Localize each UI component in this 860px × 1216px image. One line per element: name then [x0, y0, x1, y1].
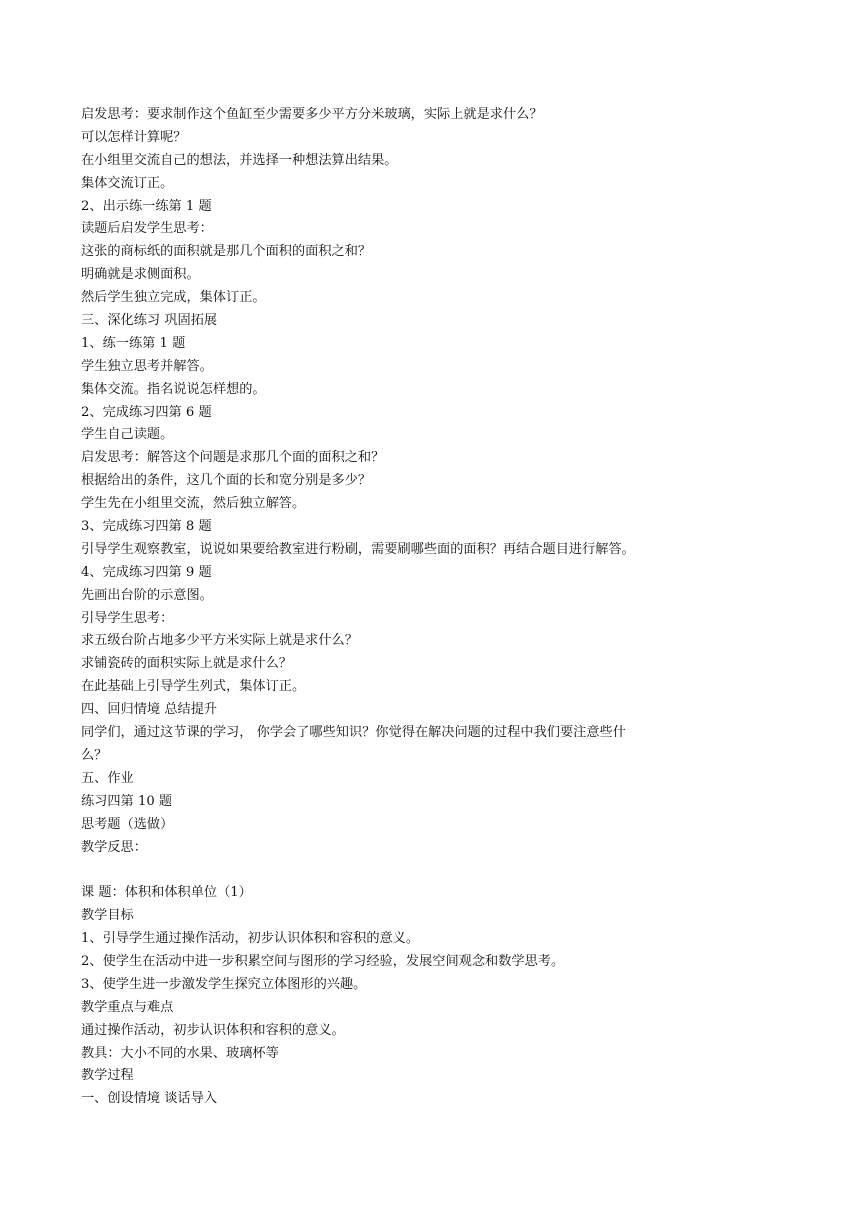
- text-line: 么？: [81, 747, 108, 763]
- text-line: 同学们，通过这节课的学习， 你学会了哪些知识？你觉得在解决问题的过程中我们要注意些什: [81, 725, 626, 741]
- text-line: 教学反思：: [81, 839, 147, 855]
- text-line: 学生独立思考并解答。: [81, 358, 213, 374]
- section-heading: 五、作业: [81, 770, 134, 786]
- text-line: 通过操作活动，初步认识体积和容积的意义。: [81, 1022, 345, 1038]
- text-line: 可以怎样计算呢？: [81, 129, 187, 145]
- text-line: 思考题（选做）: [81, 816, 174, 832]
- text-line: 引导学生观察教室，说说如果要给教室进行粉刷，需要刷哪些面的面积？再结合题目进行解答。: [81, 541, 635, 557]
- blank-line: [81, 859, 781, 882]
- section-heading: 4、完成练习四第 9 题: [81, 564, 212, 580]
- text-line: 启发思考：要求制作这个鱼缸至少需要多少平方分米玻璃，实际上就是求什么？: [81, 107, 543, 122]
- text-line: 求五级台阶占地多少平方米实际上就是求什么？: [81, 633, 358, 649]
- text-line: 先画出台阶的示意图。: [81, 587, 213, 603]
- text-line: 练习四第 10 题: [81, 793, 173, 809]
- text-line: 这张的商标纸的面积就是那几个面积的面积之和？: [81, 244, 372, 260]
- section-heading: 教学目标: [81, 908, 134, 924]
- section-heading: 教学过程: [81, 1068, 134, 1084]
- text-line: 然后学生独立完成，集体订正。: [81, 290, 266, 306]
- text-line: 学生自己读题。: [81, 427, 174, 443]
- text-line: 学生先在小组里交流，然后独立解答。: [81, 496, 306, 512]
- text-line: 明确就是求侧面积。: [81, 267, 200, 283]
- text-line: 读题后启发学生思考：: [81, 221, 213, 237]
- lesson-title: 课 题：体积和体积单位（1）: [81, 885, 252, 901]
- section-heading: 四、回归情境 总结提升: [81, 702, 218, 718]
- text-line: 求铺瓷砖的面积实际上就是求什么？: [81, 656, 292, 672]
- text-line: 集体交流。指名说说怎样想的。: [81, 381, 266, 397]
- text-line: 1、引导学生通过操作活动，初步认识体积和容积的意义。: [81, 931, 420, 947]
- text-line: 根据给出的条件，这几个面的长和宽分别是多少？: [81, 473, 372, 489]
- text-line: 集体交流订正。: [81, 175, 174, 191]
- text-line: 在此基础上引导学生列式，集体订正。: [81, 679, 306, 695]
- section-heading: 一、创设情境 谈话导入: [81, 1091, 218, 1107]
- section-heading: 3、完成练习四第 8 题: [81, 519, 212, 535]
- document-body: [81, 104, 781, 1111]
- text-line: 在小组里交流自己的想法，并选择一种想法算出结果。: [81, 152, 398, 168]
- text-line: 教具：大小不同的水果、玻璃杯等: [81, 1045, 279, 1061]
- text-line: 引导学生思考：: [81, 610, 174, 626]
- section-heading: 1、练一练第 1 题: [81, 335, 186, 351]
- section-heading: 2、出示练一练第 1 题: [81, 198, 212, 214]
- section-heading: 三、深化练习 巩固拓展: [81, 313, 218, 329]
- text-line: 3、使学生进一步激发学生探究立体图形的兴趣。: [81, 976, 367, 992]
- text-line: 启发思考：解答这个问题是求那几个面的面积之和？: [81, 450, 385, 466]
- text-line: 2、使学生在活动中进一步积累空间与图形的学习经验，发展空间观念和数学思考。: [81, 953, 565, 969]
- section-heading: 2、完成练习四第 6 题: [81, 404, 212, 420]
- section-heading: 教学重点与难点: [81, 999, 174, 1015]
